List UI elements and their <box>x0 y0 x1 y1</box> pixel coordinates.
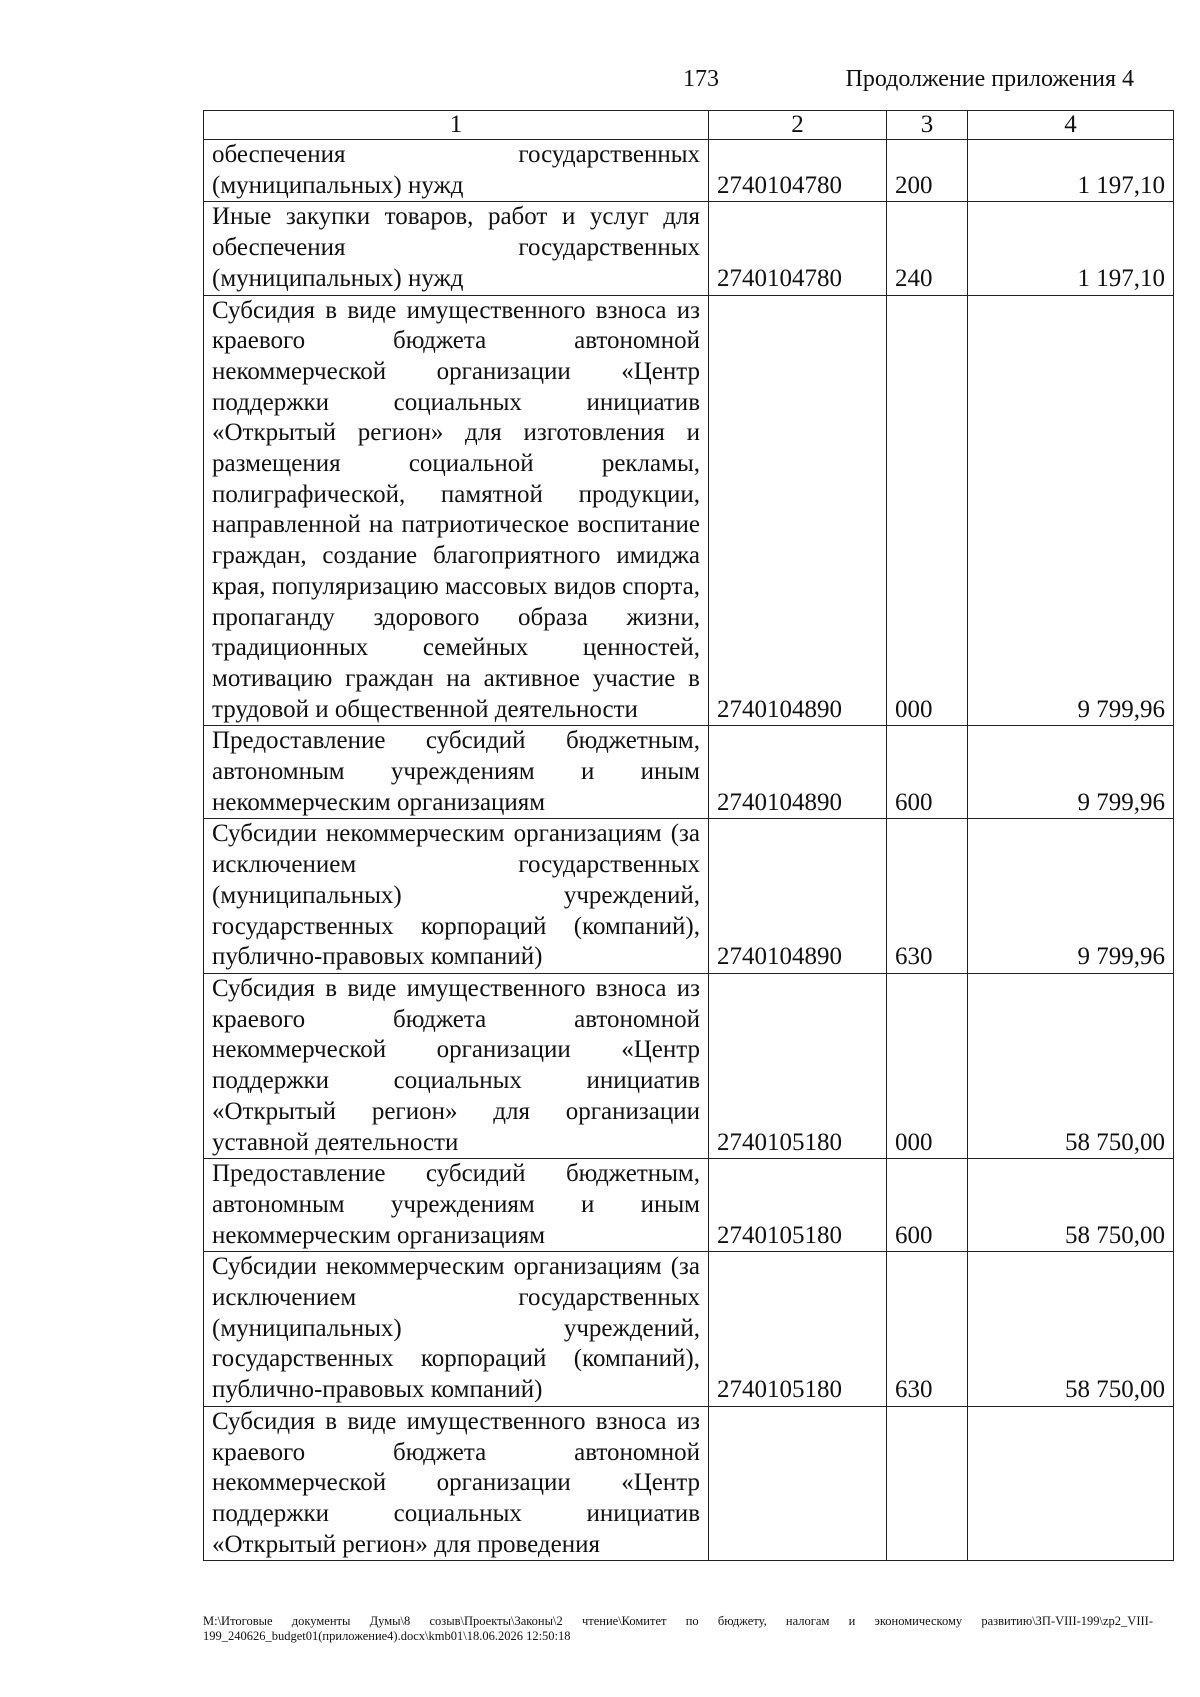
row-expense-type <box>887 1406 968 1561</box>
column-header: 3 <box>887 111 968 140</box>
row-code: 2740104890 <box>709 819 887 974</box>
row-code <box>709 1406 887 1561</box>
row-name: Субсидия в виде имущественного взноса из краевого бюджета автономной некоммерческой организации «Центр поддержки социальных инициатив «Открытый регион» для проведения <box>204 1406 709 1561</box>
column-header: 2 <box>709 111 887 140</box>
table-row <box>204 202 1174 295</box>
row-expense-type: 600 <box>887 726 968 819</box>
row-expense-type: 000 <box>887 295 968 726</box>
row-amount: 9 799,96 <box>968 819 1174 974</box>
row-expense-type: 000 <box>887 973 968 1158</box>
row-expense-type: 200 <box>887 140 968 202</box>
column-header: 4 <box>968 111 1174 140</box>
row-code: 2740105180 <box>709 973 887 1158</box>
row-amount: 1 197,10 <box>968 140 1174 202</box>
row-name: Субсидии некоммерческим организациям (за исключением государственных (муниципальных) учреждений, государственных корпораций (компаний), публично-правовых компаний) <box>204 1252 709 1407</box>
row-name: Предоставление субсидий бюджетным, автономным учреждениям и иным некоммерческим организациям <box>204 1159 709 1252</box>
row-name: обеспечения государственных (муниципальных) нужд <box>204 140 709 202</box>
row-amount: 9 799,96 <box>968 726 1174 819</box>
column-header: 1 <box>204 111 709 140</box>
table-row <box>204 819 1174 974</box>
table-row <box>204 726 1174 819</box>
row-expense-type: 630 <box>887 1252 968 1407</box>
row-expense-type: 600 <box>887 1159 968 1252</box>
footer-file-path: M:\Итоговые документы Думы\8 созыв\Проекты\Законы\2 чтение\Комитет по бюджету, налогам и экономическому развитию\ЗП-VIII-199\zp2_VIII-199_240626_budget01(приложение4).docx\kmb01\18.06.2026 12:50:18 <box>203 1614 1153 1643</box>
table-row <box>204 1159 1174 1252</box>
row-name: Предоставление субсидий бюджетным, автономным учреждениям и иным некоммерческим организациям <box>204 726 709 819</box>
row-amount: 58 750,00 <box>968 1159 1174 1252</box>
row-code: 2740104780 <box>709 202 887 295</box>
row-code: 2740104780 <box>709 140 887 202</box>
budget-table <box>203 110 1174 1561</box>
table-row <box>204 1252 1174 1407</box>
row-amount: 9 799,96 <box>968 295 1174 726</box>
row-amount: 1 197,10 <box>968 202 1174 295</box>
row-expense-type: 240 <box>887 202 968 295</box>
table-row <box>204 1406 1174 1561</box>
row-amount: 58 750,00 <box>968 1252 1174 1407</box>
row-amount: 58 750,00 <box>968 973 1174 1158</box>
table-header-row <box>204 111 1174 140</box>
row-name: Иные закупки товаров, работ и услуг для обеспечения государственных (муниципальных) нужд <box>204 202 709 295</box>
table-row <box>204 140 1174 202</box>
table-row <box>204 295 1174 726</box>
row-expense-type: 630 <box>887 819 968 974</box>
row-code: 2740104890 <box>709 295 887 726</box>
row-name: Субсидия в виде имущественного взноса из краевого бюджета автономной некоммерческой организации «Центр поддержки социальных инициатив «Открытый регион» для организации уставной деятельности <box>204 973 709 1158</box>
table-row <box>204 973 1174 1158</box>
row-name: Субсидия в виде имущественного взноса из краевого бюджета автономной некоммерческой организации «Центр поддержки социальных инициатив «Открытый регион» для изготовления и размещения социальной рекламы, полиграфической, памятной продукции, направленной на патриотическое воспитание граждан, создание благоприятного имиджа края, популяризацию массовых видов спорта, пропаганду здорового образа жизни, традиционных семейных ценностей, мотивацию граждан на активное участие в трудовой и общественной деятельности <box>204 295 709 726</box>
row-code: 2740104890 <box>709 726 887 819</box>
row-code: 2740105180 <box>709 1159 887 1252</box>
row-amount <box>968 1406 1174 1561</box>
row-code: 2740105180 <box>709 1252 887 1407</box>
page-number: 173 <box>683 66 719 92</box>
row-name: Субсидии некоммерческим организациям (за исключением государственных (муниципальных) учреждений, государственных корпораций (компаний), публично-правовых компаний) <box>204 819 709 974</box>
continuation-title: Продолжение приложения 4 <box>845 66 1134 92</box>
